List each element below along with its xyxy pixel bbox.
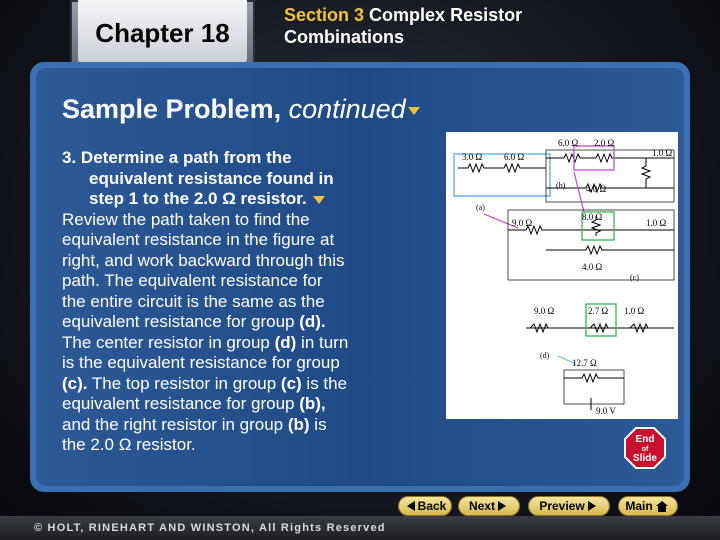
of-label: of (641, 446, 649, 453)
review-line: is the equivalent resistance for group (62, 353, 340, 372)
arrow-right-icon (498, 501, 506, 511)
r-c-left-label: 9.0 Ω (512, 218, 533, 228)
equivalent-circuit (564, 370, 624, 404)
step-line: step 1 to the 2.0 Ω resistor. (89, 189, 307, 208)
end-of-slide-button[interactable] (624, 427, 666, 469)
arrow-right-icon (588, 501, 596, 511)
review-line: and the right resistor in group (b) is (62, 414, 327, 434)
group-c-label: (c) (630, 273, 639, 282)
main-label: Main (625, 499, 653, 513)
arrow-b-to-c (574, 172, 584, 212)
copyright-text: © HOLT, RINEHART AND WINSTON, All Rights Reserved (34, 522, 386, 534)
end-label: End (635, 434, 655, 445)
r-a1-label: 3.0 Ω (462, 152, 483, 162)
next-button[interactable] (458, 496, 520, 516)
home-icon (656, 501, 668, 512)
group-b-label: (b) (556, 181, 566, 190)
heading-continued: continued (288, 94, 406, 124)
r-d2-label: 2.7 Ω (588, 306, 609, 316)
review-line: equivalent resistance for group (b), (62, 394, 326, 413)
section-title-line1: Complex Resistor (369, 5, 523, 25)
review-line: the entire circuit is the same as the (62, 291, 325, 311)
step-number: 3. (62, 148, 77, 167)
page-title (62, 94, 420, 125)
step-line: equivalent resistance found in (89, 168, 334, 188)
r-b-bottom-label: 4.0 Ω (586, 184, 607, 194)
group-a-resistors (458, 164, 546, 172)
group-c-bottom-resistor (546, 246, 674, 254)
review-line: equivalent resistance for group (d). (62, 312, 326, 331)
chapter-label: Chapter 18 (95, 17, 230, 48)
review-line: the 2.0 Ω resistor. (62, 435, 196, 454)
battery-label: 9.0 V (596, 406, 616, 416)
r-eq-label: 12.7 Ω (572, 358, 597, 368)
more-indicator-icon (313, 196, 325, 204)
review-line: path. The equivalent resistance for (62, 271, 323, 290)
group-d-label: (d) (540, 351, 550, 360)
r-a2-label: 6.0 Ω (504, 152, 525, 162)
heading-main: Sample Problem, (62, 94, 282, 124)
section-title (284, 4, 584, 48)
r-c-top-label: 8.0 Ω (582, 212, 603, 222)
circuit-diagram (446, 132, 678, 419)
review-line: Review the path taken to find the (62, 209, 310, 229)
group-a-label: (a) (476, 203, 485, 212)
r-d1-label: 9.0 Ω (534, 306, 555, 316)
problem-text (62, 148, 417, 456)
r-b-right-label: 1.0 Ω (652, 148, 673, 158)
review-line: equivalent resistance in the figure at (62, 230, 335, 249)
preview-button[interactable] (528, 496, 610, 516)
r-c-right-label: 1.0 Ω (646, 218, 667, 228)
stop-sign-icon (624, 427, 666, 469)
r-c-bottom-label: 4.0 Ω (582, 262, 603, 272)
group-b-right-resistor (642, 158, 650, 188)
next-label: Next (468, 499, 495, 513)
back-label: Back (417, 499, 447, 513)
review-line: The center resistor in group (d) in turn (62, 332, 349, 352)
review-line: (c). The top resistor in group (c) is the (62, 373, 348, 393)
step-line: Determine a path from the (80, 148, 292, 167)
slide-label: Slide (633, 453, 657, 464)
circuit-figure (446, 132, 678, 419)
review-line: right, and work backward through this (62, 250, 345, 270)
arrow-left-icon (407, 501, 415, 511)
more-indicator-icon (408, 107, 420, 115)
back-button[interactable] (398, 496, 452, 516)
r-b-top1-label: 6.0 Ω (558, 138, 579, 148)
preview-label: Preview (539, 499, 585, 513)
section-title-line2: Combinations (284, 27, 404, 47)
main-button[interactable] (618, 496, 678, 516)
section-number: Section 3 (284, 5, 365, 25)
r-d3-label: 1.0 Ω (624, 306, 645, 316)
r-eq-resistor (564, 374, 624, 382)
r-b-top2-label: 2.0 Ω (594, 138, 615, 148)
